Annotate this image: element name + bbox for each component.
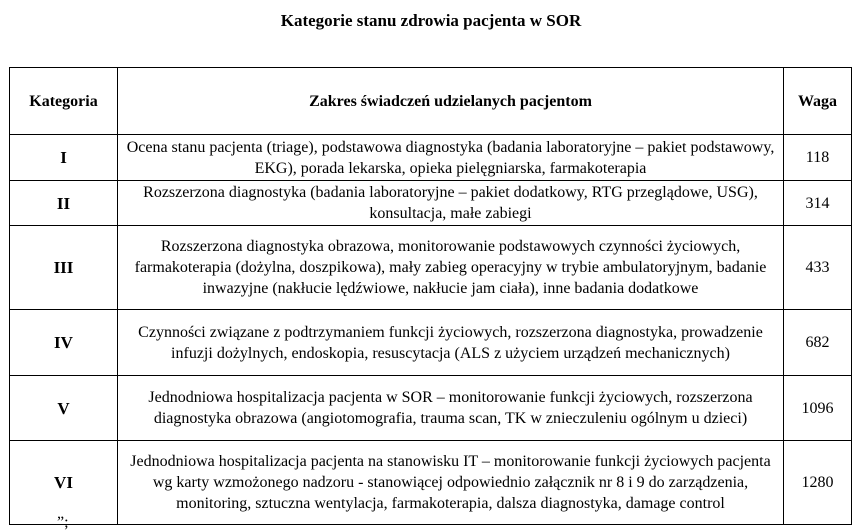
scope-cell: Rozszerzona diagnostyka (badania laboratoryjne – pakiet dodatkowy, RTG przeglądowe, USG), konsultacja, małe zabiegi (118, 181, 784, 226)
weight-cell: 1280 (784, 441, 852, 525)
scope-cell: Jednodniowa hospitalizacja pacjenta w SOR – monitorowanie funkcji życiowych, rozszerzona diagnostyka obrazowa (angiotomografia, trauma scan, TK w znieczuleniu ogólnym u dzieci) (118, 376, 784, 441)
weight-cell: 433 (784, 226, 852, 310)
table-row (10, 310, 852, 376)
table-row (10, 441, 852, 525)
table-header-row (10, 68, 852, 135)
sor-categories-table (9, 67, 852, 525)
table-row (10, 376, 852, 441)
weight-cell: 118 (784, 135, 852, 181)
category-cell: V (10, 376, 118, 441)
scope-cell: Rozszerzona diagnostyka obrazowa, monitorowanie podstawowych czynności życiowych, farmakoterapia (dożylna, doszpikowa), mały zabieg operacyjny w trybie ambulatoryjnym, badanie inwazyjne (nakłucie lędźwiowe, nakłucie jam ciała), inne badania dodatkowe (118, 226, 784, 310)
header-scope: Zakres świadczeń udzielanych pacjentom (118, 68, 784, 135)
document-title: Kategorie stanu zdrowia pacjenta w SOR (280, 11, 582, 30)
table-row (10, 226, 852, 310)
category-cell: III (10, 226, 118, 310)
weight-cell: 682 (784, 310, 852, 376)
scope-cell: Czynności związane z podtrzymaniem funkcji życiowych, rozszerzona diagnostyka, prowadzenie infuzji dożylnych, endoskopia, resuscytacja (ALS z użyciem urządzeń mechanicznych) (118, 310, 784, 376)
header-weight: Waga (784, 68, 852, 135)
category-cell: VI (10, 441, 118, 525)
category-cell: II (10, 181, 118, 226)
table-row (10, 135, 852, 181)
category-cell: I (10, 135, 118, 181)
weight-cell: 1096 (784, 376, 852, 441)
scope-cell: Ocena stanu pacjenta (triage), podstawowa diagnostyka (badania laboratoryjne – pakiet podstawowy, EKG), porada lekarska, opieka pielęgniarska, farmakoterapia (118, 135, 784, 181)
weight-cell: 314 (784, 181, 852, 226)
closing-quote: ”; (57, 514, 69, 531)
scope-cell: Jednodniowa hospitalizacja pacjenta na stanowisku IT – monitorowanie funkcji życiowych pacjenta wg karty wzmożonego nadzoru - stanowiącej odpowiednio załącznik nr 8 i 9 do zarządzenia, monitoring, sztuczna wentylacja, farmakoterapia, dalsza diagnostyka, damage control (118, 441, 784, 525)
header-category: Kategoria (10, 68, 118, 135)
table-row (10, 181, 852, 226)
category-cell: IV (10, 310, 118, 376)
